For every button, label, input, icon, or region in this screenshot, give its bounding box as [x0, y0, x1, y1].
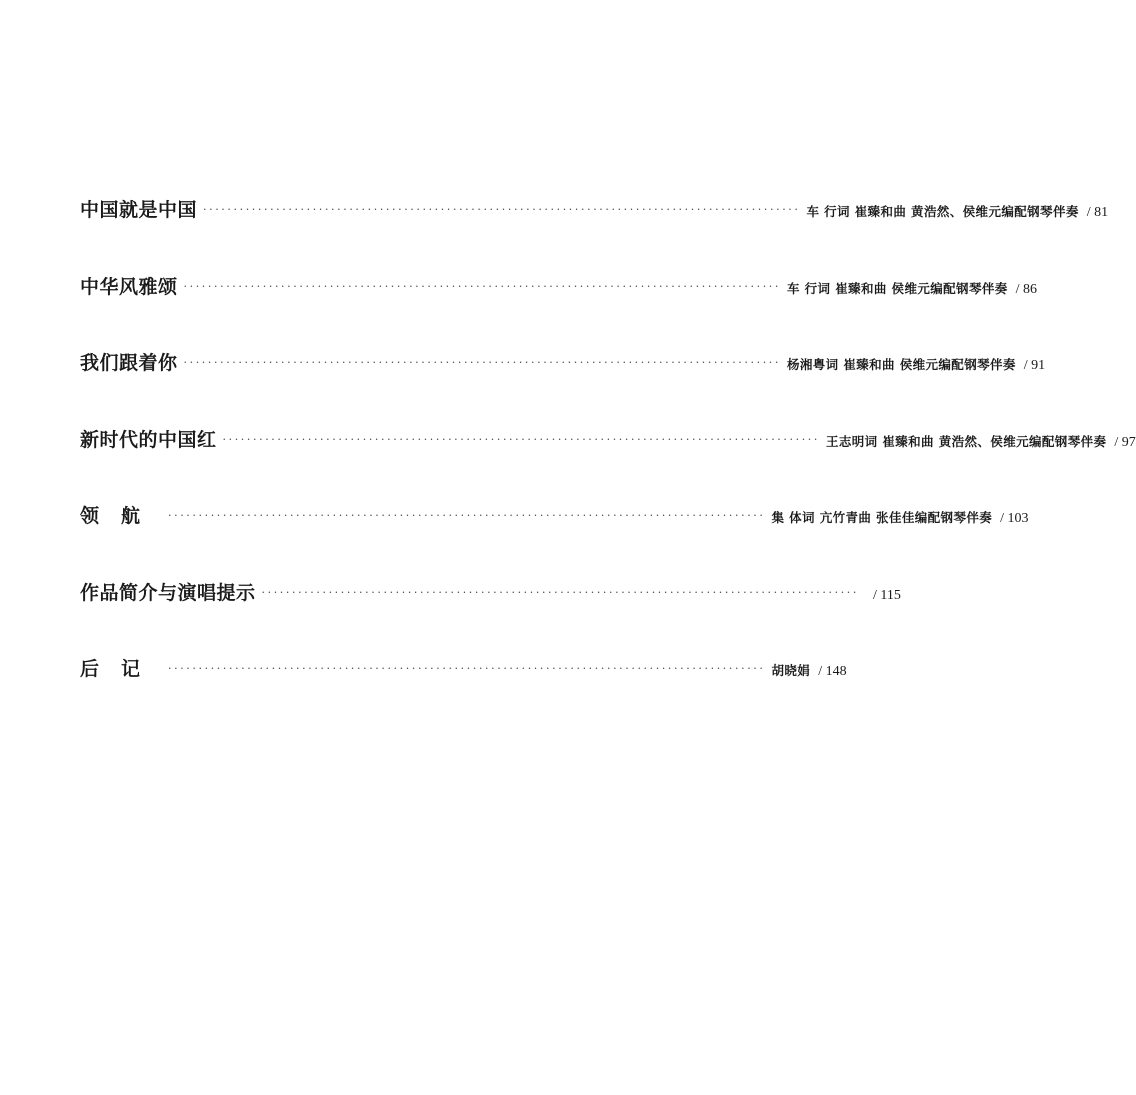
toc-entry-credits: 车 行词 崔臻和曲 黄浩然、侯维元编配钢琴伴奏 — [806, 204, 1079, 219]
dot-leader: ·································································································· — [203, 203, 801, 216]
toc-entry-page-number: / 115 — [872, 587, 901, 603]
toc-entry-page-number: / 86 — [1015, 281, 1038, 297]
toc-entry-page-number: / 81 — [1086, 205, 1109, 220]
toc-entry-credits: 车 行词 崔臻和曲 侯维元编配钢琴伴奏 — [786, 280, 1008, 296]
toc-entry-title: 新时代的中国红 — [80, 428, 217, 451]
toc-entry[interactable] — [80, 195, 1109, 272]
toc-entry[interactable] — [80, 654, 847, 731]
toc-entry[interactable] — [80, 425, 1136, 502]
table-of-contents — [80, 195, 1136, 731]
dot-leader: ·································································································· — [222, 432, 820, 446]
dot-leader: ·································································································· — [183, 356, 781, 369]
toc-entry-title: 中国就是中国 — [80, 199, 198, 221]
dot-leader: ·································································································· — [168, 662, 766, 675]
toc-entry-credits: 胡晓娟 — [771, 663, 811, 678]
toc-entry-credits: 王志明词 崔臻和曲 黄浩然、侯维元编配钢琴伴奏 — [825, 433, 1107, 449]
toc-entry-page-number: / 97 — [1114, 434, 1136, 450]
toc-entry-title: 作品简介与演唱提示 — [80, 581, 256, 604]
dot-leader: ·································································································· — [168, 509, 766, 522]
toc-entry-title: 后记 — [80, 658, 163, 680]
toc-entry-credits: 杨湘粤词 崔臻和曲 侯维元编配钢琴伴奏 — [786, 357, 1016, 372]
dot-leader: ·································································································· — [183, 279, 781, 293]
toc-entry-page-number: / 91 — [1023, 358, 1046, 373]
toc-entry-title: 领航 — [80, 505, 163, 527]
toc-entry-page-number: / 148 — [818, 664, 847, 679]
dot-leader: ·································································································· — [261, 585, 859, 599]
toc-entry[interactable] — [80, 272, 1038, 349]
toc-entry[interactable] — [80, 348, 1046, 425]
toc-entry-page-number: / 103 — [1000, 511, 1029, 526]
toc-entry-title: 中华风雅颂 — [80, 275, 178, 298]
toc-entry-title: 我们跟着你 — [80, 352, 178, 374]
toc-entry[interactable] — [80, 501, 1029, 578]
toc-entry-credits: 集 体词 亢竹青曲 张佳佳编配钢琴伴奏 — [771, 510, 993, 525]
toc-entry[interactable] — [80, 578, 901, 655]
